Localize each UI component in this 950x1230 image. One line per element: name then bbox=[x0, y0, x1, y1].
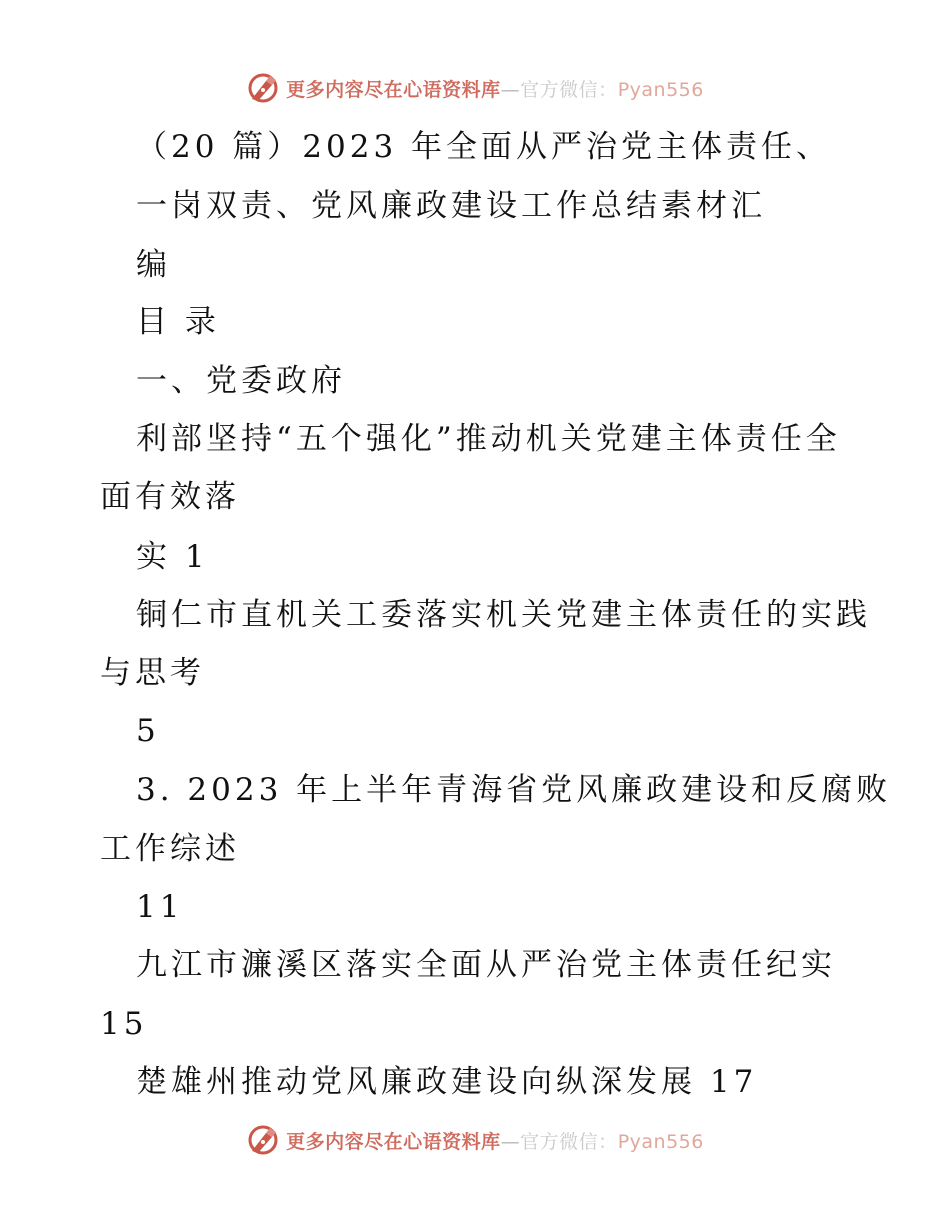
toc-entry-2-page: 5 bbox=[136, 713, 160, 749]
toc-entry-4-line-1: 九江市濂溪区落实全面从严治党主体责任纪实 bbox=[136, 947, 836, 983]
watermark-label: 官方微信： bbox=[520, 78, 618, 101]
doc-title-line-3: 编 bbox=[136, 247, 171, 283]
toc-entry-2-line-2: 与思考 bbox=[100, 655, 205, 691]
toc-entry-3-line-1: 3. 2023 年上半年青海省党风廉政建设和反腐败 bbox=[136, 772, 892, 808]
toc-section-heading: 一、党委政府 bbox=[136, 363, 346, 399]
watermark-dash: — bbox=[500, 1130, 521, 1153]
toc-entry-4-page: 15 bbox=[100, 1006, 148, 1042]
watermark-id: Pyan556 bbox=[617, 78, 704, 101]
toc-entry-3-page: 11 bbox=[136, 889, 184, 925]
watermark-id: Pyan556 bbox=[617, 1130, 704, 1153]
watermark-text bbox=[286, 75, 704, 102]
toc-entry-2-line-1: 铜仁市直机关工委落实机关党建主体责任的实践 bbox=[136, 597, 871, 633]
watermark-group bbox=[246, 1123, 704, 1157]
watermark-brand: 更多内容尽在心语资料库 bbox=[286, 1130, 501, 1153]
doc-title-line-1: （20 篇）2023 年全面从严治党主体责任、 bbox=[136, 129, 832, 165]
toc-entry-1-page: 实 1 bbox=[136, 539, 209, 575]
toc-entry-5-line-1: 楚雄州推动党风廉政建设向纵深发展 17 bbox=[136, 1064, 758, 1100]
toc-heading: 目 录 bbox=[136, 304, 220, 340]
toc-entry-1-line-2: 面有效落 bbox=[100, 479, 240, 515]
pen-nib-icon bbox=[246, 71, 280, 105]
toc-entry-1-line-1: 利部坚持“五个强化”推动机关党建主体责任全 bbox=[136, 421, 841, 457]
toc-entry-3-line-2: 工作综述 bbox=[100, 831, 240, 867]
pen-nib-icon bbox=[246, 1123, 280, 1157]
watermark-group bbox=[246, 71, 704, 105]
footer-watermark bbox=[0, 1120, 950, 1160]
doc-title-line-2: 一岗双责、党风廉政建设工作总结素材汇 bbox=[136, 188, 766, 224]
header-watermark bbox=[0, 68, 950, 108]
watermark-dash: — bbox=[500, 78, 521, 101]
watermark-label: 官方微信： bbox=[520, 1130, 618, 1153]
watermark-brand: 更多内容尽在心语资料库 bbox=[286, 78, 501, 101]
watermark-text bbox=[286, 1127, 704, 1154]
